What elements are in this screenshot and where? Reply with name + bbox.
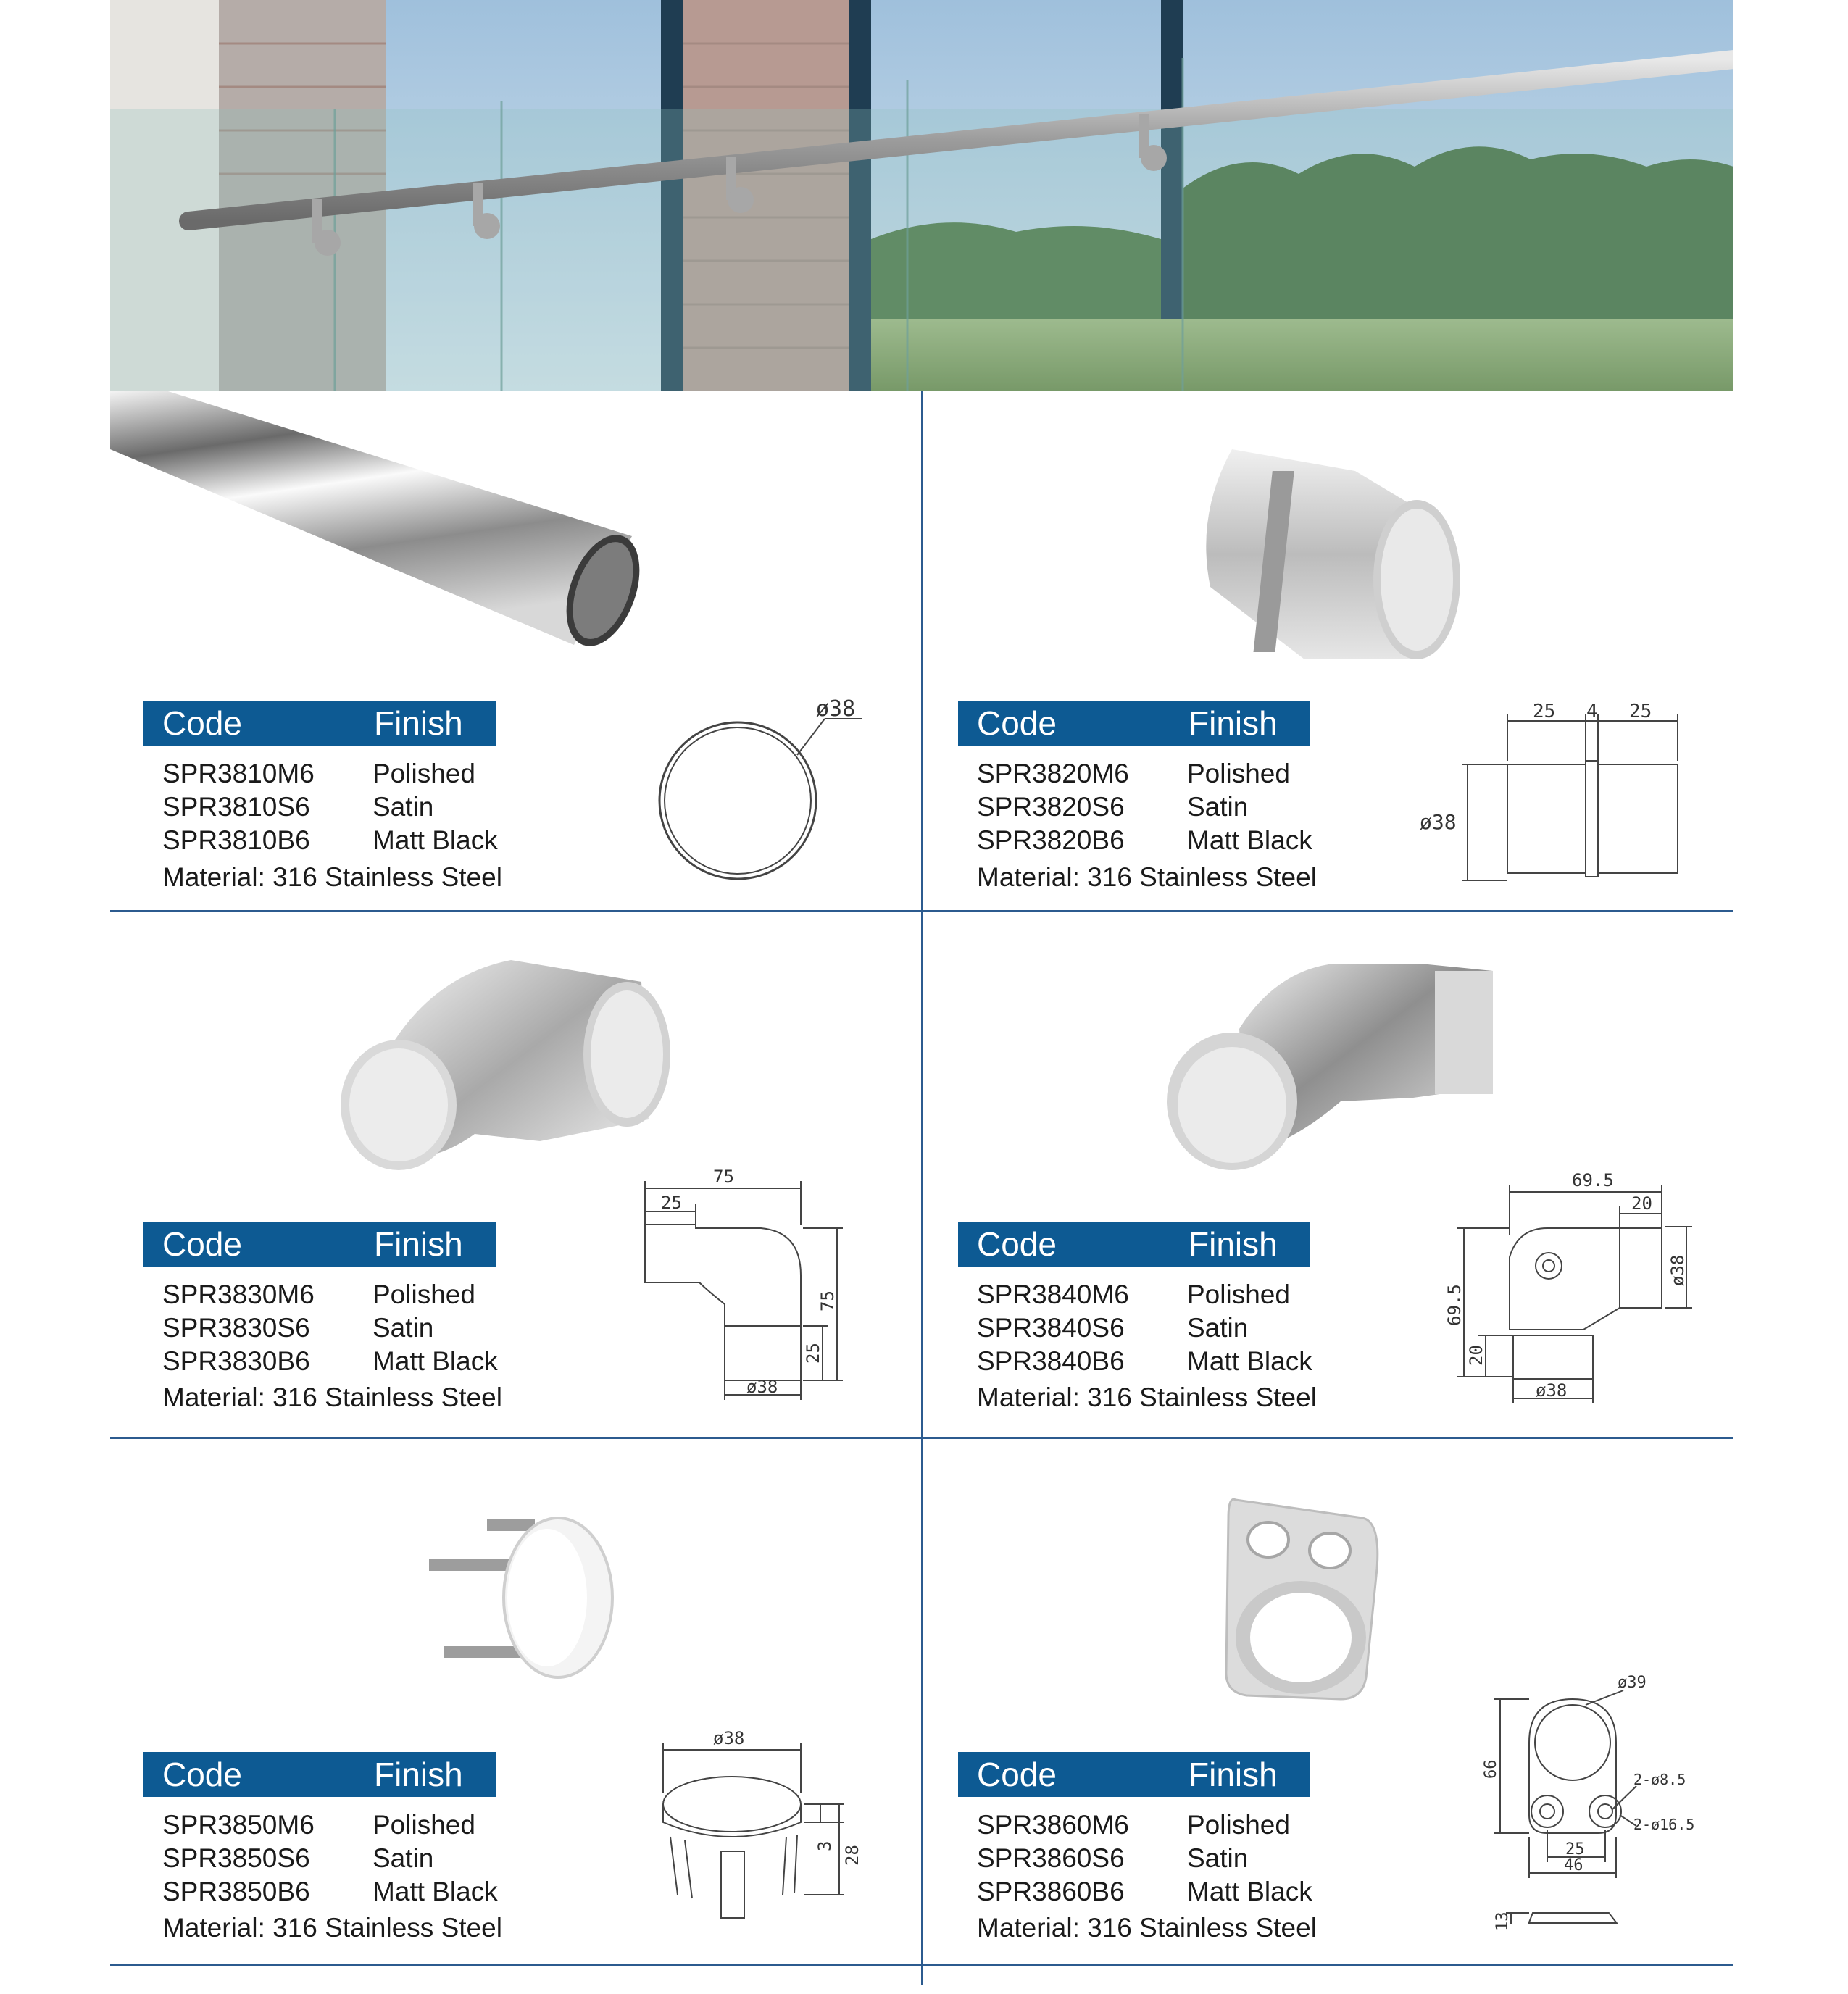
diameter-label: ø38 [746,1377,778,1397]
hero-banner-photo [110,0,1733,391]
table-header [958,1222,1310,1267]
dim-b-label: 20 [1466,1345,1486,1366]
code-value: SPR3830M6 [162,1280,315,1309]
code-heading: Code [162,1756,242,1793]
elbow-90-photo [330,953,707,1177]
code-value: SPR3820S6 [977,792,1125,822]
dim-height-label: 69.5 [1444,1284,1465,1326]
code-heading: Code [162,704,242,742]
finish-heading: Finish [374,1225,463,1263]
code-value: SPR3820M6 [977,759,1129,788]
diameter-label: ø38 [713,1728,745,1748]
joiner-drawing [1417,696,1692,888]
finish-value: Matt Black [1187,825,1312,855]
finish-value: Polished [372,1280,475,1309]
row-divider [110,1964,1733,1966]
finish-value: Satin [1187,1843,1249,1873]
elbow-90-drawing [638,1159,848,1406]
code-value: SPR3840M6 [977,1280,1129,1309]
finish-value: Matt Black [1187,1346,1312,1376]
finish-value: Matt Black [372,1346,498,1376]
swivel-elbow-photo [1160,956,1500,1181]
end-cap-photo [420,1507,616,1688]
wall-saddle-drawing [1478,1670,1696,1953]
code-value: SPR3850S6 [162,1843,310,1873]
dim-a-label: 25 [661,1193,682,1213]
table-header [143,701,496,746]
finish-heading: Finish [1189,704,1278,742]
finish-value: Satin [372,1313,434,1343]
material-note: Material: 316 Stainless Steel [162,1382,502,1412]
dim-height-label: 28 [842,1845,862,1866]
hole-small-label: 2-ø8.5 [1633,1771,1686,1788]
code-heading: Code [162,1225,242,1263]
dim-a-label: 20 [1631,1193,1652,1214]
dim-centers-label: 25 [1565,1840,1585,1859]
hole-large-label: 2-ø16.5 [1633,1816,1695,1833]
code-heading: Code [977,1225,1057,1263]
code-heading: Code [977,704,1057,742]
dim-b-label: 25 [803,1343,823,1364]
code-value: SPR3840S6 [977,1313,1125,1343]
tube-drawing [652,696,870,884]
end-cap-drawing [652,1721,870,1931]
code-value: SPR3840B6 [977,1346,1125,1376]
wall-saddle-photo [1218,1489,1384,1714]
row-divider [110,910,1733,912]
diameter-bottom-label: ø38 [1536,1380,1568,1401]
code-heading: Code [977,1756,1057,1793]
finish-value: Polished [1187,759,1290,788]
code-value: SPR3830B6 [162,1346,310,1376]
finish-heading: Finish [1189,1225,1278,1263]
row-divider [110,1437,1733,1439]
code-value: SPR3860B6 [977,1877,1125,1906]
finish-value: Satin [1187,1313,1249,1343]
finish-value: Polished [1187,1810,1290,1840]
finish-value: Polished [372,759,475,788]
material-note: Material: 316 Stainless Steel [162,1913,502,1943]
dim-width-label: 46 [1564,1856,1583,1874]
code-value: SPR3810M6 [162,759,315,788]
finish-value: Satin [1187,792,1249,822]
dim-width-label: 75 [713,1167,734,1187]
dim-a-label: 25 [1533,701,1556,722]
code-value: SPR3830S6 [162,1313,310,1343]
finish-value: Matt Black [1187,1877,1312,1906]
finish-value: Polished [372,1810,475,1840]
code-value: SPR3850M6 [162,1810,315,1840]
diameter-label: ø38 [816,696,856,722]
dim-width-label: 69.5 [1572,1170,1614,1190]
material-note: Material: 316 Stainless Steel [977,1913,1317,1943]
finish-value: Matt Black [372,1877,498,1906]
column-divider [921,391,923,1985]
code-value: SPR3850B6 [162,1877,310,1906]
material-note: Material: 316 Stainless Steel [977,1382,1317,1412]
finish-heading: Finish [374,1756,463,1793]
finish-value: Matt Black [372,825,498,855]
finish-value: Satin [372,792,434,822]
swivel-elbow-drawing [1439,1163,1696,1409]
dim-height-label: 75 [817,1290,838,1311]
material-note: Material: 316 Stainless Steel [162,862,502,892]
table-header [143,1752,496,1797]
diameter-right-label: ø38 [1668,1254,1688,1286]
code-value: SPR3820B6 [977,825,1125,855]
dim-c-label: 25 [1629,701,1652,722]
table-header [958,1752,1310,1797]
table-header [143,1222,496,1267]
tube-photo [110,391,661,667]
finish-heading: Finish [1189,1756,1278,1793]
diameter-label: ø39 [1618,1674,1647,1692]
material-note: Material: 316 Stainless Steel [977,862,1317,892]
dim-b-label: 4 [1586,701,1598,722]
code-value: SPR3810B6 [162,825,310,855]
diameter-label: ø38 [1420,810,1457,834]
finish-heading: Finish [374,704,463,742]
code-value: SPR3860M6 [977,1810,1129,1840]
table-header [958,701,1310,746]
code-value: SPR3860S6 [977,1843,1125,1873]
joiner-photo [1189,442,1471,674]
code-value: SPR3810S6 [162,792,310,822]
finish-value: Polished [1187,1280,1290,1309]
dim-height-label: 66 [1482,1759,1500,1779]
finish-value: Satin [372,1843,434,1873]
dim-thickness-label: 3 [815,1840,835,1851]
dim-thickness-label: 13 [1494,1911,1512,1931]
